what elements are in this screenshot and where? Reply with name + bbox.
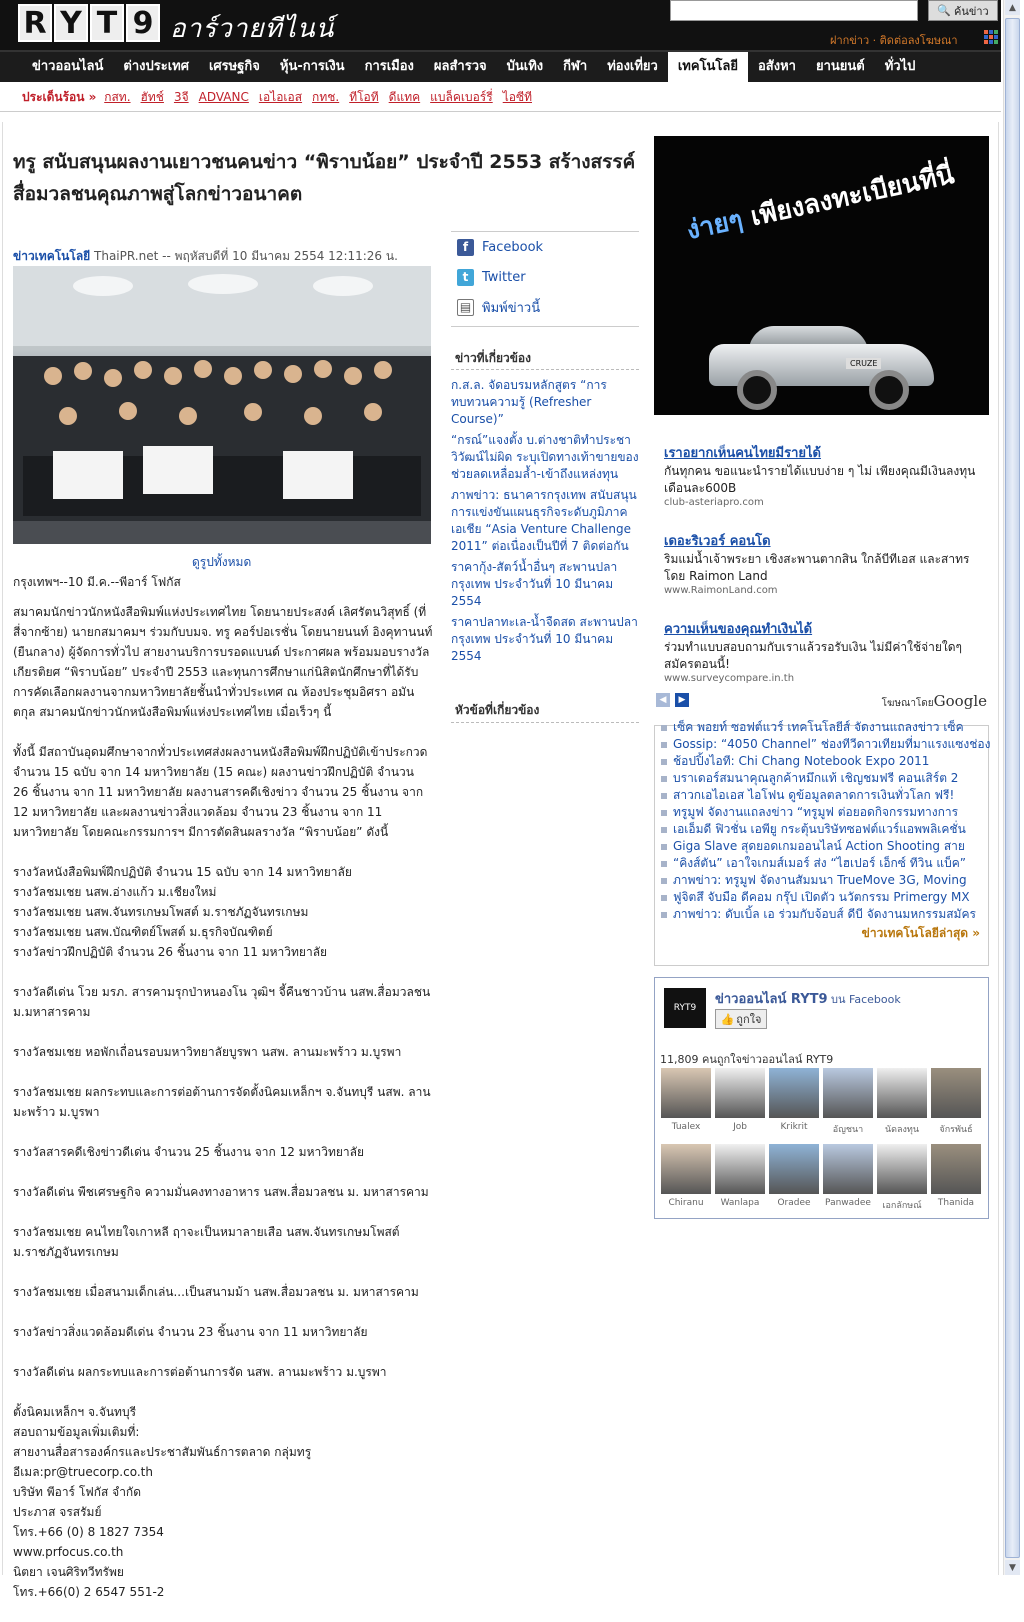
fb-fan[interactable]: [659, 1144, 713, 1212]
hot-topic-link[interactable]: ทีโอที: [349, 90, 379, 104]
latest-news-link[interactable]: ช้อปปิ้งไอที: Chi Chang Notebook Expo 2011: [661, 753, 989, 770]
ads-next-button[interactable]: ▶: [675, 693, 689, 707]
ads-by-google[interactable]: [882, 692, 987, 711]
article-paragraph: รางวัลชมเชย หอพักเถื่อนรอบมหาวิทยาลัยบูรพา นสพ. ลานมะพร้าว ม.บูรพา: [13, 1045, 402, 1059]
article-paragraph: รางวัลดีเด่น โวย มรภ. สารคามรุกป่าหนองโน วุฒิฯ จี้คืนชาวบ้าน นสพ.สื่อมวลชน ม.มหาสารคาม: [13, 985, 431, 1019]
fb-fan-name: อัญชนา: [832, 1125, 864, 1135]
fb-fan-name: จักรพันธ์: [939, 1125, 973, 1135]
fb-fan-avatar: [823, 1144, 873, 1194]
related-divider: [451, 369, 639, 370]
text-ad-url: www.RaimonLand.com: [664, 585, 778, 596]
related-news-heading: ข่าวที่เกี่ยวข้อง: [455, 351, 531, 365]
group-photo-image: [13, 266, 431, 544]
text-ad-description: กันทุกคน ขอแนะนำรายได้แบบง่าย ๆ ไม่ เพียงคุณมีเงินลงทุนเดือนละ600B: [664, 464, 976, 495]
fb-like-count: 11,809 คนถูกใจข่าวออนไลน์ RYT9: [660, 1053, 834, 1066]
text-ad-url: club-asteriapro.com: [664, 497, 764, 508]
fb-fan-name: Tualex: [671, 1122, 701, 1132]
fb-fan-name: Chiranu: [668, 1198, 704, 1208]
fb-fan-name: Krikrit: [780, 1122, 808, 1132]
fb-fan[interactable]: [713, 1144, 767, 1212]
nav-item[interactable]: ทั่วไป: [884, 59, 916, 74]
fb-fan-avatar: [715, 1068, 765, 1118]
fb-fan-name: Panwadee: [825, 1198, 871, 1208]
header-links: [830, 31, 958, 49]
nav-item[interactable]: การเมือง: [364, 59, 414, 74]
article-paragraph: ตั้งนิคมเหล็กฯ จ.จันทบุรี สอบถามข้อมูลเพิ่มเติมที่: สายงานสื่อสารองค์กรและประชาสัมพันธ์การตลาด กลุ่มทรู อีเมล:pr@truecorp.co.th บริษัท พีอาร์ โฟกัส จำกัด ประภาส จรสรัมย์ โทร.+66 (0) 8 1827 7354 www.prfocus.co.th นิตยา เจนศิริทวีทรัพย โทร.+66(0) 2 6547 551-2: [13, 1405, 312, 1599]
nav-item[interactable]: ท่องเที่ยว: [607, 59, 658, 74]
nav-item[interactable]: บันเทิง: [506, 59, 544, 74]
article-byline: [13, 247, 398, 266]
fb-fan-avatar: [877, 1068, 927, 1118]
page-scrollbar[interactable]: [1003, 0, 1020, 1575]
text-ad[interactable]: [664, 618, 989, 684]
nav-item[interactable]: อสังหา: [758, 59, 796, 74]
facebook-like-box: [654, 977, 989, 1219]
ads-footer: [656, 692, 987, 710]
latest-news-link[interactable]: บราเดอร์สมนาคุณลูกค้าหมึกแท้ เชิญชมฟรี คอนเสิร์ต 2: [661, 770, 989, 787]
fb-fan-avatar: [661, 1144, 711, 1194]
article-body: [13, 572, 433, 1622]
fb-page-name[interactable]: ข่าวออนไลน์ RYT9: [715, 992, 828, 1007]
fb-fan-avatar: [931, 1068, 981, 1118]
text-ad[interactable]: [664, 442, 989, 508]
latest-news-link[interactable]: ภาพข่าว: ทรูมูฟ จัดงานสัมมนา TrueMove 3G, Moving: [661, 872, 989, 889]
fb-fan-avatar: [823, 1068, 873, 1118]
related-news-link[interactable]: ราคากุ้ง-สัตว์น้ำอื่นๆ สะพานปลากรุงเทพ ประจำวันที่ 10 มีนาคม 2554: [451, 560, 618, 608]
ads-by-label: โฆษณาโดย: [881, 698, 934, 709]
text-ad-description: ริมแม่น้ำเจ้าพระยา เชิงสะพานตากสิน ใกล้บีทีเอส และสาทร โดย Raimon Land: [664, 552, 970, 583]
latest-news-link[interactable]: Gossip: “4050 Channel” ช่องทีวีดาวเทียมที่มาแรงแซงช่อง: [661, 736, 989, 753]
latest-news-link[interactable]: ฟูจิตสึ จับมือ ดีคอม กรุ๊ป เปิดตัว นวัตกรรม Primergy MX: [661, 889, 989, 906]
scrollbar-thumb[interactable]: [1005, 18, 1020, 1558]
fb-fan[interactable]: [821, 1144, 875, 1212]
article-paragraph: กรุงเทพฯ--10 มี.ค.--พีอาร์ โฟกัส: [13, 575, 181, 589]
text-ad-url: www.surveycompare.in.th: [664, 673, 795, 684]
fb-fan-name: เอกลักษณ์: [882, 1201, 922, 1211]
nav-item[interactable]: เศรษฐกิจ: [208, 59, 260, 74]
ad-banner-text: [683, 154, 958, 251]
text-ad-title[interactable]: ความเห็นของคุณทำเงินได้: [664, 622, 813, 637]
article-paragraph: รางวัลสารคดีเชิงข่าวดีเด่น จำนวน 25 ชิ้นงาน จาก 12 มหาวิทยาลัย: [13, 1145, 365, 1159]
share-facebook-label: Facebook: [482, 239, 544, 255]
related-topics-divider: [451, 722, 639, 723]
twitter-icon: t: [457, 269, 474, 286]
related-news-list: [451, 377, 641, 669]
text-ad-description: ร่วมทำแบบสอบถามกับเราแล้วรอรับเงิน ไม่มีค่าใช้จ่ายใดๆ สมัครตอนนี้!: [664, 640, 962, 671]
search-input[interactable]: [670, 0, 918, 21]
latest-news-link[interactable]: “คิงส์ตัน” เอาใจเกมส์เมอร์ ส่ง “ไฮเปอร์ เอ็กซ์ ทีวิน แบ็ค”: [661, 855, 989, 872]
fb-fan[interactable]: [767, 1144, 821, 1212]
article-paragraph: รางวัลหนังสือพิมพ์ฝึกปฏิบัติ จำนวน 15 ฉบับ จาก 14 มหาวิทยาลัย รางวัลชมเชย นสพ.อ่างแก้ว ม.เชียงใหม่ รางวัลชมเชย นสพ.จันทรเกษมโพสต์ ม.ราชภัฏจันทรเกษม รางวัลชมเชย นสพ.บัณฑิตย์โพสต์ ม.ธุรกิจบัณฑิตย์ รางวัลข่าวฝึกปฏิบัติ จำนวน 26 ชิ้นงาน จาก 11 มหาวิทยาลัย: [13, 865, 352, 959]
submit-news-link[interactable]: ฝากข่าว: [830, 34, 870, 47]
fb-fan[interactable]: [875, 1144, 929, 1212]
hot-topic-link[interactable]: เอไอเอส: [258, 90, 303, 104]
nav-item[interactable]: ต่างประเทศ: [123, 59, 189, 74]
scroll-down-arrow-icon[interactable]: ▼: [1005, 1560, 1020, 1575]
related-news-link[interactable]: ภาพข่าว: ธนาคารกรุงเทพ สนับสนุนการแข่งขันแผนธุรกิจระดับภูมิภาคเอเชีย “Asia Venture Challenge 2011” ต่อเนื่องเป็นปีที่ 7 ติดต่อกัน: [451, 488, 637, 553]
nav-item[interactable]: เทคโนโลยี: [668, 52, 748, 82]
fb-fan[interactable]: [875, 1068, 929, 1136]
facebook-icon: f: [457, 239, 474, 256]
hot-topics-bar: [0, 82, 1001, 112]
fb-like-button[interactable]: [715, 1009, 767, 1029]
nav-item[interactable]: หุ้น-การเงิน: [279, 59, 345, 74]
text-ad[interactable]: [664, 530, 989, 596]
hot-topic-link[interactable]: แบล็คเบอร์รี่: [430, 90, 493, 104]
contact-ads-link[interactable]: ติดต่อลงโฆษณา: [879, 34, 958, 47]
nav-item[interactable]: ข่าวออนไลน์: [32, 59, 104, 74]
ad-banner-text-main: ง่ายๆ: [683, 204, 746, 246]
latest-news-link[interactable]: เอเอ็มดี ฟิวชั่น เอพียู กระตุ้นบริษัทซอฟต์แวร์แอพพลิเคชั่น: [661, 821, 989, 838]
latest-tech-news-box: [654, 720, 991, 966]
fb-fans-grid: [659, 1068, 989, 1212]
share-twitter-button[interactable]: [451, 262, 639, 292]
hot-topic-link[interactable]: ไอซีที: [502, 90, 532, 104]
main-nav: [0, 50, 1001, 82]
fb-fan-avatar: [661, 1068, 711, 1118]
hot-topic-link[interactable]: ADVANC: [198, 90, 249, 104]
view-all-photos-link[interactable]: ดูรูปทั้งหมด: [192, 555, 252, 569]
share-divider: [451, 326, 639, 327]
nav-item[interactable]: ผลสำรวจ: [433, 59, 487, 74]
printer-icon: ▤: [457, 299, 474, 316]
article-paragraph: รางวัลชมเชย ผลกระทบและการต่อต้านการจัดตั้งนิคมเหล็กฯ จ.จันทบุรี นสพ. ลานมะพร้าว ม.บูรพา: [13, 1085, 431, 1119]
car-model-badge: CRUZE: [846, 358, 881, 369]
fb-fan-name: Job: [733, 1122, 747, 1132]
hot-topics-label: ประเด็นร้อน »: [22, 90, 97, 104]
apps-grid-icon[interactable]: [984, 30, 998, 44]
article-paragraph: รางวัลข่าวสิ่งแวดล้อมดีเด่น จำนวน 23 ชิ้นงาน จาก 11 มหาวิทยาลัย: [13, 1325, 368, 1339]
article-paragraph: รางวัลชมเชย เมื่อสนามเด็กเล่น...เป็นสนามม้า นสพ.สื่อมวลชน ม. มหาสารคาม: [13, 1285, 419, 1299]
article-paragraph: ทั้งนี้ มีสถาบันอุดมศึกษาจากทั่วประเทศส่งผลงานหนังสือพิมพ์ฝึกปฏิบัติเข้าประกวด จำนวน 15 ฉบับ จาก 14 มหาวิทยาลัย (15 คณะ) ผลงานข่าวฝึกปฏิบัติ จำนวน 26 ชิ้นงาน จาก 11 มหาวิทยาลัย ผลงานสารคดีเชิงข่าว จำนวน 25 ชิ้นงาน จาก 12 มหาวิทยาลัย และผลงานข่าวสิ่งแวดล้อม จำนวน 23 ชิ้นงาน จาก 11 มหาวิทยาลัย โดยคณะกรรมการฯ มีการตัดสินผลรางวัล “พิราบน้อย” ดังนี้: [13, 745, 428, 839]
nav-item[interactable]: ยานยนต์: [815, 59, 865, 74]
article-paragraph: รางวัลชมเชย คนไทยใจเกาหลี ฤาจะเป็นหมาลายเสือ นสพ.จันทรเกษมโพสต์ ม.ราชภัฏจันทรเกษม: [13, 1225, 400, 1259]
hot-topic-link[interactable]: ดีแทค: [388, 90, 421, 104]
site-header: [0, 0, 1001, 50]
logo-letter: Y: [54, 4, 88, 42]
latest-news-link[interactable]: สาวกเอไอเอส ไอโฟน ดูข้อมูลตลาดการเงินทั่วโลก ฟรี!: [661, 787, 989, 804]
fb-fan-name: Oradee: [777, 1198, 811, 1208]
related-topics-heading: หัวข้อที่เกี่ยวข้อง: [455, 703, 540, 717]
hot-topic-link[interactable]: ฮัทช์: [140, 90, 164, 104]
ads-by-brand: Google: [933, 692, 987, 710]
ad-banner-text-rest: เพียงลงทะเบียนที่นี่: [739, 159, 957, 235]
article-paragraph: รางวัลดีเด่น พืชเศรษฐกิจ ความมั่นคงทางอาหาร นสพ.สื่อมวลชน ม. มหาสารคาม: [13, 1185, 429, 1199]
scroll-up-arrow-icon[interactable]: ▲: [1005, 0, 1020, 15]
logo-letter: R: [18, 4, 52, 42]
fb-on-facebook: บน Facebook: [827, 993, 901, 1006]
fb-fan-avatar: [931, 1144, 981, 1194]
fb-page-logo[interactable]: RYT9: [664, 988, 706, 1028]
text-ads: [664, 442, 989, 706]
thumbs-up-icon: 👍: [720, 1012, 735, 1026]
article-paragraph: รางวัลดีเด่น ผลกระทบและการต่อต้านการจัด นสพ. ลานมะพร้าว ม.บูรพา: [13, 1365, 387, 1379]
site-logo-thai: อาร์วายทีไนน์: [170, 14, 335, 44]
fb-fan-avatar: [769, 1068, 819, 1118]
car-ad-banner[interactable]: [654, 136, 989, 415]
article-title: ทรู สนับสนุนผลงานเยาวชนคนข่าว “พิราบน้อย” ประจำปี 2553 สร้างสรรค์สื่อมวลชนคุณภาพสู่โลกข่าวอนาคต: [13, 151, 636, 205]
fb-fan[interactable]: [713, 1068, 767, 1136]
latest-news-link[interactable]: Giga Slave สุดยอดเกมออนไลน์ Action Shooting สาย: [661, 838, 989, 855]
article-meta: ThaiPR.net -- พฤหัสบดีที่ 10 มีนาคม 2554 12:11:26 น.: [90, 249, 398, 263]
ads-prev-button[interactable]: ◀: [656, 693, 670, 707]
fb-fan-name: Wanlapa: [720, 1198, 760, 1208]
fb-fan[interactable]: [821, 1068, 875, 1136]
search-button[interactable]: [928, 0, 998, 21]
hot-topic-link[interactable]: 3จี: [173, 90, 189, 104]
fb-fan-avatar: [769, 1144, 819, 1194]
latest-news-link[interactable]: เซ็ค พอยท์ ซอฟต์แวร์ เทคโนโลยีส์ จัดงานแถลงข่าว เซ็ค: [661, 719, 989, 736]
fb-fan-avatar: [715, 1144, 765, 1194]
logo-letter: 9: [126, 4, 160, 42]
text-ad-title[interactable]: เดอะริเวอร์ คอนโด: [664, 534, 771, 549]
car-image: [709, 326, 934, 396]
share-tools: [451, 231, 639, 322]
fb-fan[interactable]: [659, 1068, 713, 1136]
article-photo[interactable]: [13, 266, 431, 544]
hot-topic-link[interactable]: กสท.: [104, 90, 131, 104]
nav-item[interactable]: กีฬา: [563, 59, 588, 74]
related-news-link[interactable]: ราคาปลาทะเล-น้ำจืดสด สะพานปลากรุงเทพ ประจำวันที่ 10 มีนาคม 2554: [451, 615, 638, 663]
related-news-link[interactable]: ก.ส.ล. จัดอบรมหลักสูตร “การทบทวนความรู้ (Refresher Course)”: [451, 378, 607, 426]
print-button[interactable]: [451, 292, 639, 322]
logo-letter: T: [90, 4, 124, 42]
site-logo[interactable]: [18, 4, 162, 42]
fb-page-title: [715, 988, 901, 1009]
hot-topic-link[interactable]: กทช.: [312, 90, 340, 104]
fb-fan[interactable]: [929, 1068, 983, 1136]
article-paragraph: สมาคมนักข่าวนักหนังสือพิมพ์แห่งประเทศไทย โดยนายประสงค์ เลิศรัตนวิสุทธิ์ (ที่สี่จากซ้าย) นายกสมาคมฯ ร่วมกับบมจ. ทรู คอร์ปอเรชั่น โดยนายนนท์ อิงคุทานนท์ (ยืนกลาง) ผู้จัดการทั่วไป สายงานบริการบรอดแบนด์ ประกาศผล พร้อมมอบรางวัลเกียรติยศ “พิราบน้อย” ประจำปี 2553 และทุนการศึกษาแก่นิสิตนักศึกษาที่ได้รับการคัดเลือกผลงานจากมหาวิทยาลัยชั้นนำทั่วประเทศ ณ ห้องประชุมอิศรา อมันตกุล สมาคมนักข่าวนักหนังสือพิมพ์แห่งประเทศไทย เมื่อเร็วๆ นี้: [13, 605, 433, 719]
fb-fan-avatar: [877, 1144, 927, 1194]
latest-news-list: [661, 719, 989, 923]
latest-news-more-link[interactable]: ข่าวเทคโนโลยีล่าสุด »: [861, 926, 980, 940]
fb-fan-name: นัดลงทุน: [885, 1125, 919, 1135]
fb-like-label: ถูกใจ: [736, 1013, 762, 1026]
fb-fan[interactable]: [929, 1144, 983, 1212]
header-link-separator: ·: [869, 34, 880, 47]
article-category-link[interactable]: ข่าวเทคโนโลยี: [13, 249, 91, 263]
print-label: พิมพ์ข่าวนี้: [482, 300, 541, 316]
fb-fan-name: Thanida: [937, 1198, 975, 1208]
latest-news-link[interactable]: ภาพข่าว: ดับเบิ้ล เอ ร่วมกับจ้อบส์ ดีบี จัดงานมหกรรมสมัคร: [661, 906, 989, 923]
share-facebook-button[interactable]: [451, 232, 639, 262]
fb-fan[interactable]: [767, 1068, 821, 1136]
search-icon: 🔍: [937, 4, 951, 17]
latest-news-link[interactable]: ทรูมูฟ จัดงานแถลงข่าว “ทรูมูฟ ต่อยอดกิจกรรมทางการ: [661, 804, 989, 821]
related-news-link[interactable]: “กรณ์”แจงตั้ง บ.ต่างชาติทำประชาวิวัฒน์ไม่ผิด ระบุเปิดทางเท้าขายของช่วยลดเหลื่อมล้ำ-เข้าถึงแหล่งทุน: [451, 433, 639, 481]
search-button-label: ค้นข่าว: [953, 4, 989, 18]
share-twitter-label: Twitter: [482, 269, 526, 285]
text-ad-title[interactable]: เราอยากเห็นคนไทยมีรายได้: [664, 446, 821, 461]
